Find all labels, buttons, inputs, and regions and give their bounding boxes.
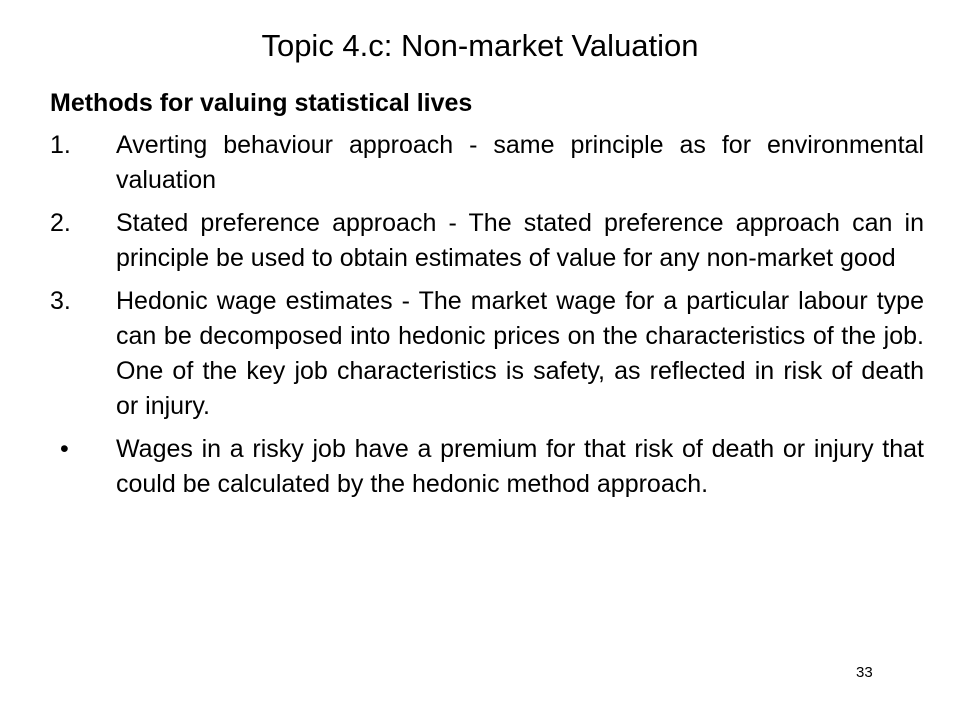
list-number: 2. xyxy=(50,209,71,237)
page-number: 33 xyxy=(856,664,873,681)
list-item xyxy=(50,284,924,424)
list-item xyxy=(50,432,924,502)
list-number: 3. xyxy=(50,287,71,315)
list-number: 1. xyxy=(50,131,71,159)
section-heading: Methods for valuing statistical lives xyxy=(50,89,473,117)
list-item xyxy=(50,206,924,276)
slide-title: Topic 4.c: Non-market Valuation xyxy=(261,28,699,63)
bullet-icon: • xyxy=(60,435,69,463)
list-item-text: Averting behaviour approach - same principle as for environmental valuation xyxy=(116,131,924,194)
list-item-text: Wages in a risky job have a premium for that risk of death or injury that could be calculated by the hedonic method approach. xyxy=(116,435,924,498)
list-item-text: Hedonic wage estimates - The market wage for a particular labour type can be decomposed into hedonic prices on the characteristics of the job. One of the key job characteristics is safety, as reflected in risk of death or injury. xyxy=(116,287,924,420)
slide-content xyxy=(50,86,924,510)
list-item xyxy=(50,128,924,198)
list-item-text: Stated preference approach - The stated preference approach can in principle be used to obtain estimates of value for any non-market good xyxy=(116,209,924,272)
